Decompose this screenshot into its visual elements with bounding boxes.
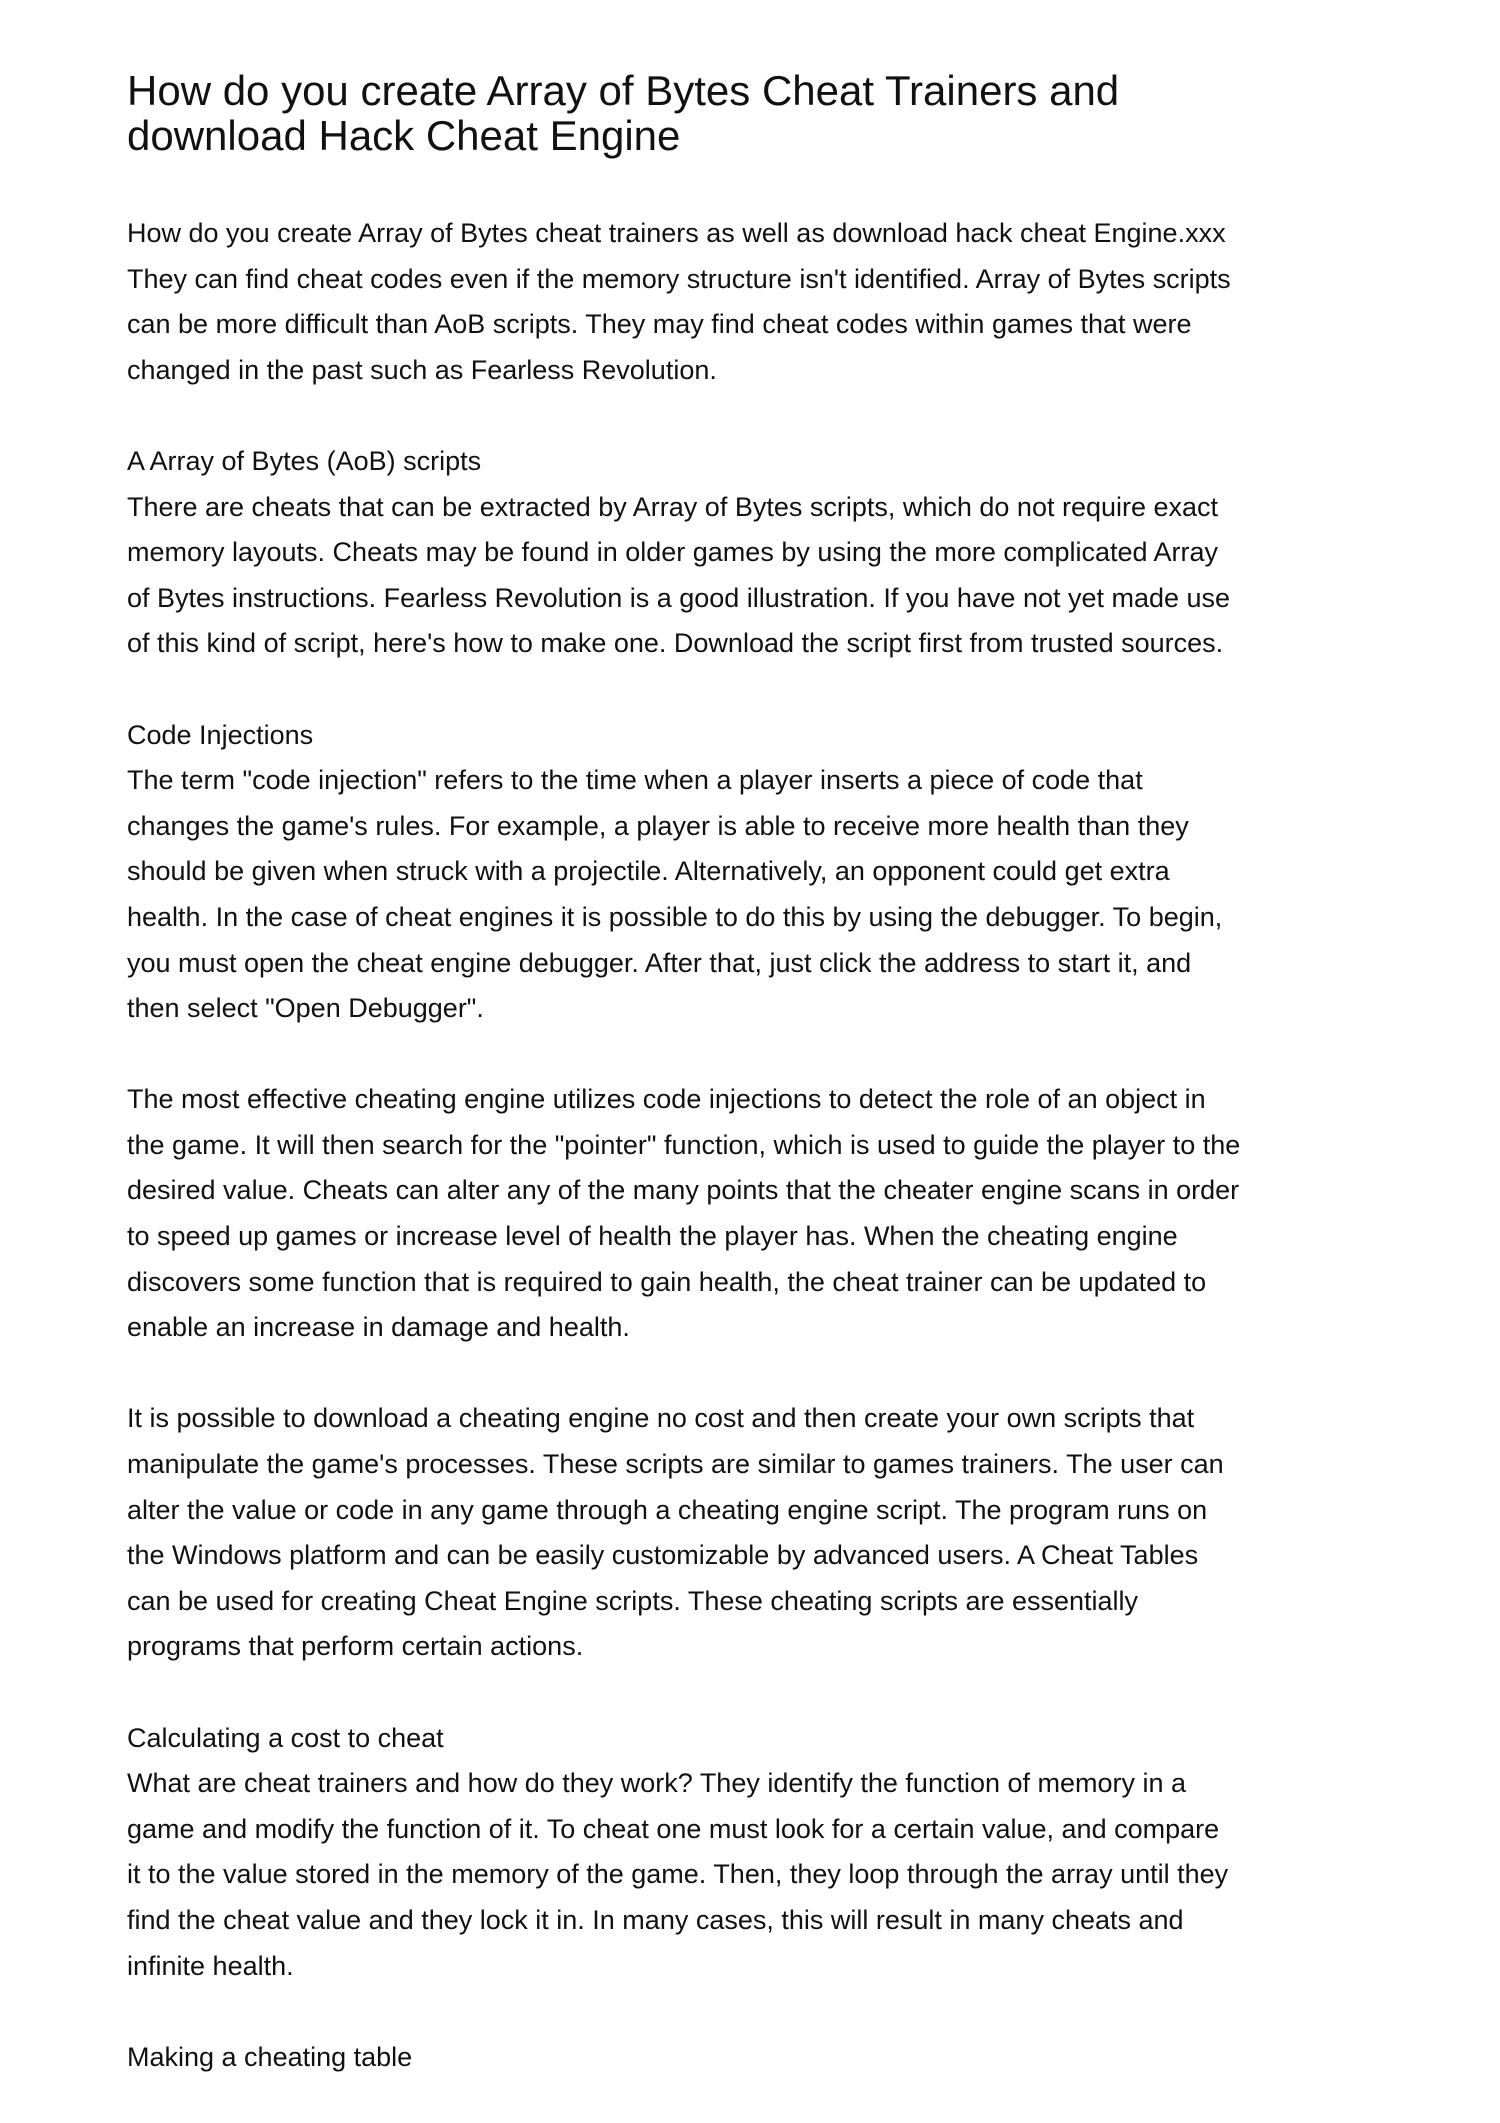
text-line: discovers some function that is required to gain health, the cheat trainer can be updated to (127, 1266, 1207, 1297)
document-body (127, 211, 1240, 2080)
text-line: memory layouts. Cheats may be found in older games by using the more complicated Array (127, 537, 1219, 568)
text-line: A Array of Bytes (AoB) scripts (127, 445, 482, 476)
title-line: How do you create Array of Bytes Cheat Trainers and (127, 67, 1120, 114)
text-line: There are cheats that can be extracted by Array of Bytes scripts, which do not require exact (127, 491, 1219, 522)
text-line: of Bytes instructions. Fearless Revolution is a good illustration. If you have not yet made use (127, 582, 1231, 613)
text-line: The term "code injection" refers to the time when a player inserts a piece of code that (127, 765, 1143, 796)
text-line: What are cheat trainers and how do they work? They identify the function of memory in a (127, 1768, 1187, 1799)
text-line: can be more difficult than AoB scripts. They may find cheat codes within games that were (127, 309, 1192, 340)
page-title (127, 68, 1119, 158)
paragraph-spacer (127, 1670, 1240, 1716)
paragraph-spacer (127, 393, 1240, 439)
paragraph (127, 1716, 1240, 1990)
text-line: The most effective cheating engine utilizes code injections to detect the role of an object in (127, 1084, 1206, 1115)
text-line: manipulate the game's processes. These scripts are similar to games trainers. The user can (127, 1449, 1224, 1480)
paragraph-spacer (127, 1351, 1240, 1397)
text-line: How do you create Array of Bytes cheat trainers as well as download hack cheat Engine.xxx (127, 218, 1226, 248)
text-line: it to the value stored in the memory of the game. Then, they loop through the array until they (127, 1859, 1229, 1890)
text-line: desired value. Cheats can alter any of the many points that the cheater engine scans in order (127, 1175, 1240, 1206)
text-line: the Windows platform and can be easily customizable by advanced users. A Cheat Tables (127, 1540, 1199, 1571)
text-line: to speed up games or increase level of health the player has. When the cheating engine (127, 1221, 1178, 1252)
text-line: can be used for creating Cheat Engine scripts. These cheating scripts are essentially (127, 1585, 1139, 1616)
text-line: Code Injections (127, 719, 314, 750)
text-line: Calculating a cost to cheat (127, 1722, 444, 1753)
text-line: game and modify the function of it. To cheat one must look for a certain value, and compare (127, 1813, 1220, 1844)
text-line: infinite health. (127, 1950, 294, 1981)
text-line: programs that perform certain actions. (127, 1631, 584, 1662)
text-line: changed in the past such as Fearless Revolution. (127, 354, 717, 385)
text-line: alter the value or code in any game through a cheating engine script. The program runs on (127, 1494, 1208, 1525)
text-line: find the cheat value and they lock it in. In many cases, this will result in many cheats and (127, 1904, 1184, 1935)
text-line: you must open the cheat engine debugger. After that, just click the address to start it, and (127, 947, 1192, 978)
paragraph (127, 211, 1240, 393)
text-line: health. In the case of cheat engines it is possible to do this by using the debugger. To begin, (127, 901, 1223, 932)
text-line: of this kind of script, here's how to make one. Download the script first from trusted sources. (127, 628, 1224, 659)
text-line: They can find cheat codes even if the memory structure isn't identified. Array of Bytes scripts (127, 263, 1231, 294)
paragraph (127, 1077, 1240, 1351)
paragraph-spacer (127, 1032, 1240, 1078)
paragraph-spacer (127, 1989, 1240, 2035)
text-line: enable an increase in damage and health. (127, 1312, 630, 1343)
paragraph (127, 439, 1240, 667)
title-line: download Hack Cheat Engine (127, 112, 681, 159)
paragraph (127, 2035, 1240, 2081)
text-line: then select "Open Debugger". (127, 993, 484, 1024)
paragraph (127, 1396, 1240, 1670)
text-line: the game. It will then search for the "pointer" function, which is used to guide the player to the (127, 1129, 1241, 1160)
paragraph (127, 713, 1240, 1032)
text-line: should be given when struck with a projectile. Alternatively, an opponent could get extra (127, 856, 1170, 887)
paragraph-spacer (127, 667, 1240, 713)
text-line: changes the game's rules. For example, a player is able to receive more health than they (127, 810, 1189, 841)
text-line: It is possible to download a cheating engine no cost and then create your own scripts that (127, 1403, 1195, 1434)
text-line: Making a cheating table (127, 2041, 413, 2072)
